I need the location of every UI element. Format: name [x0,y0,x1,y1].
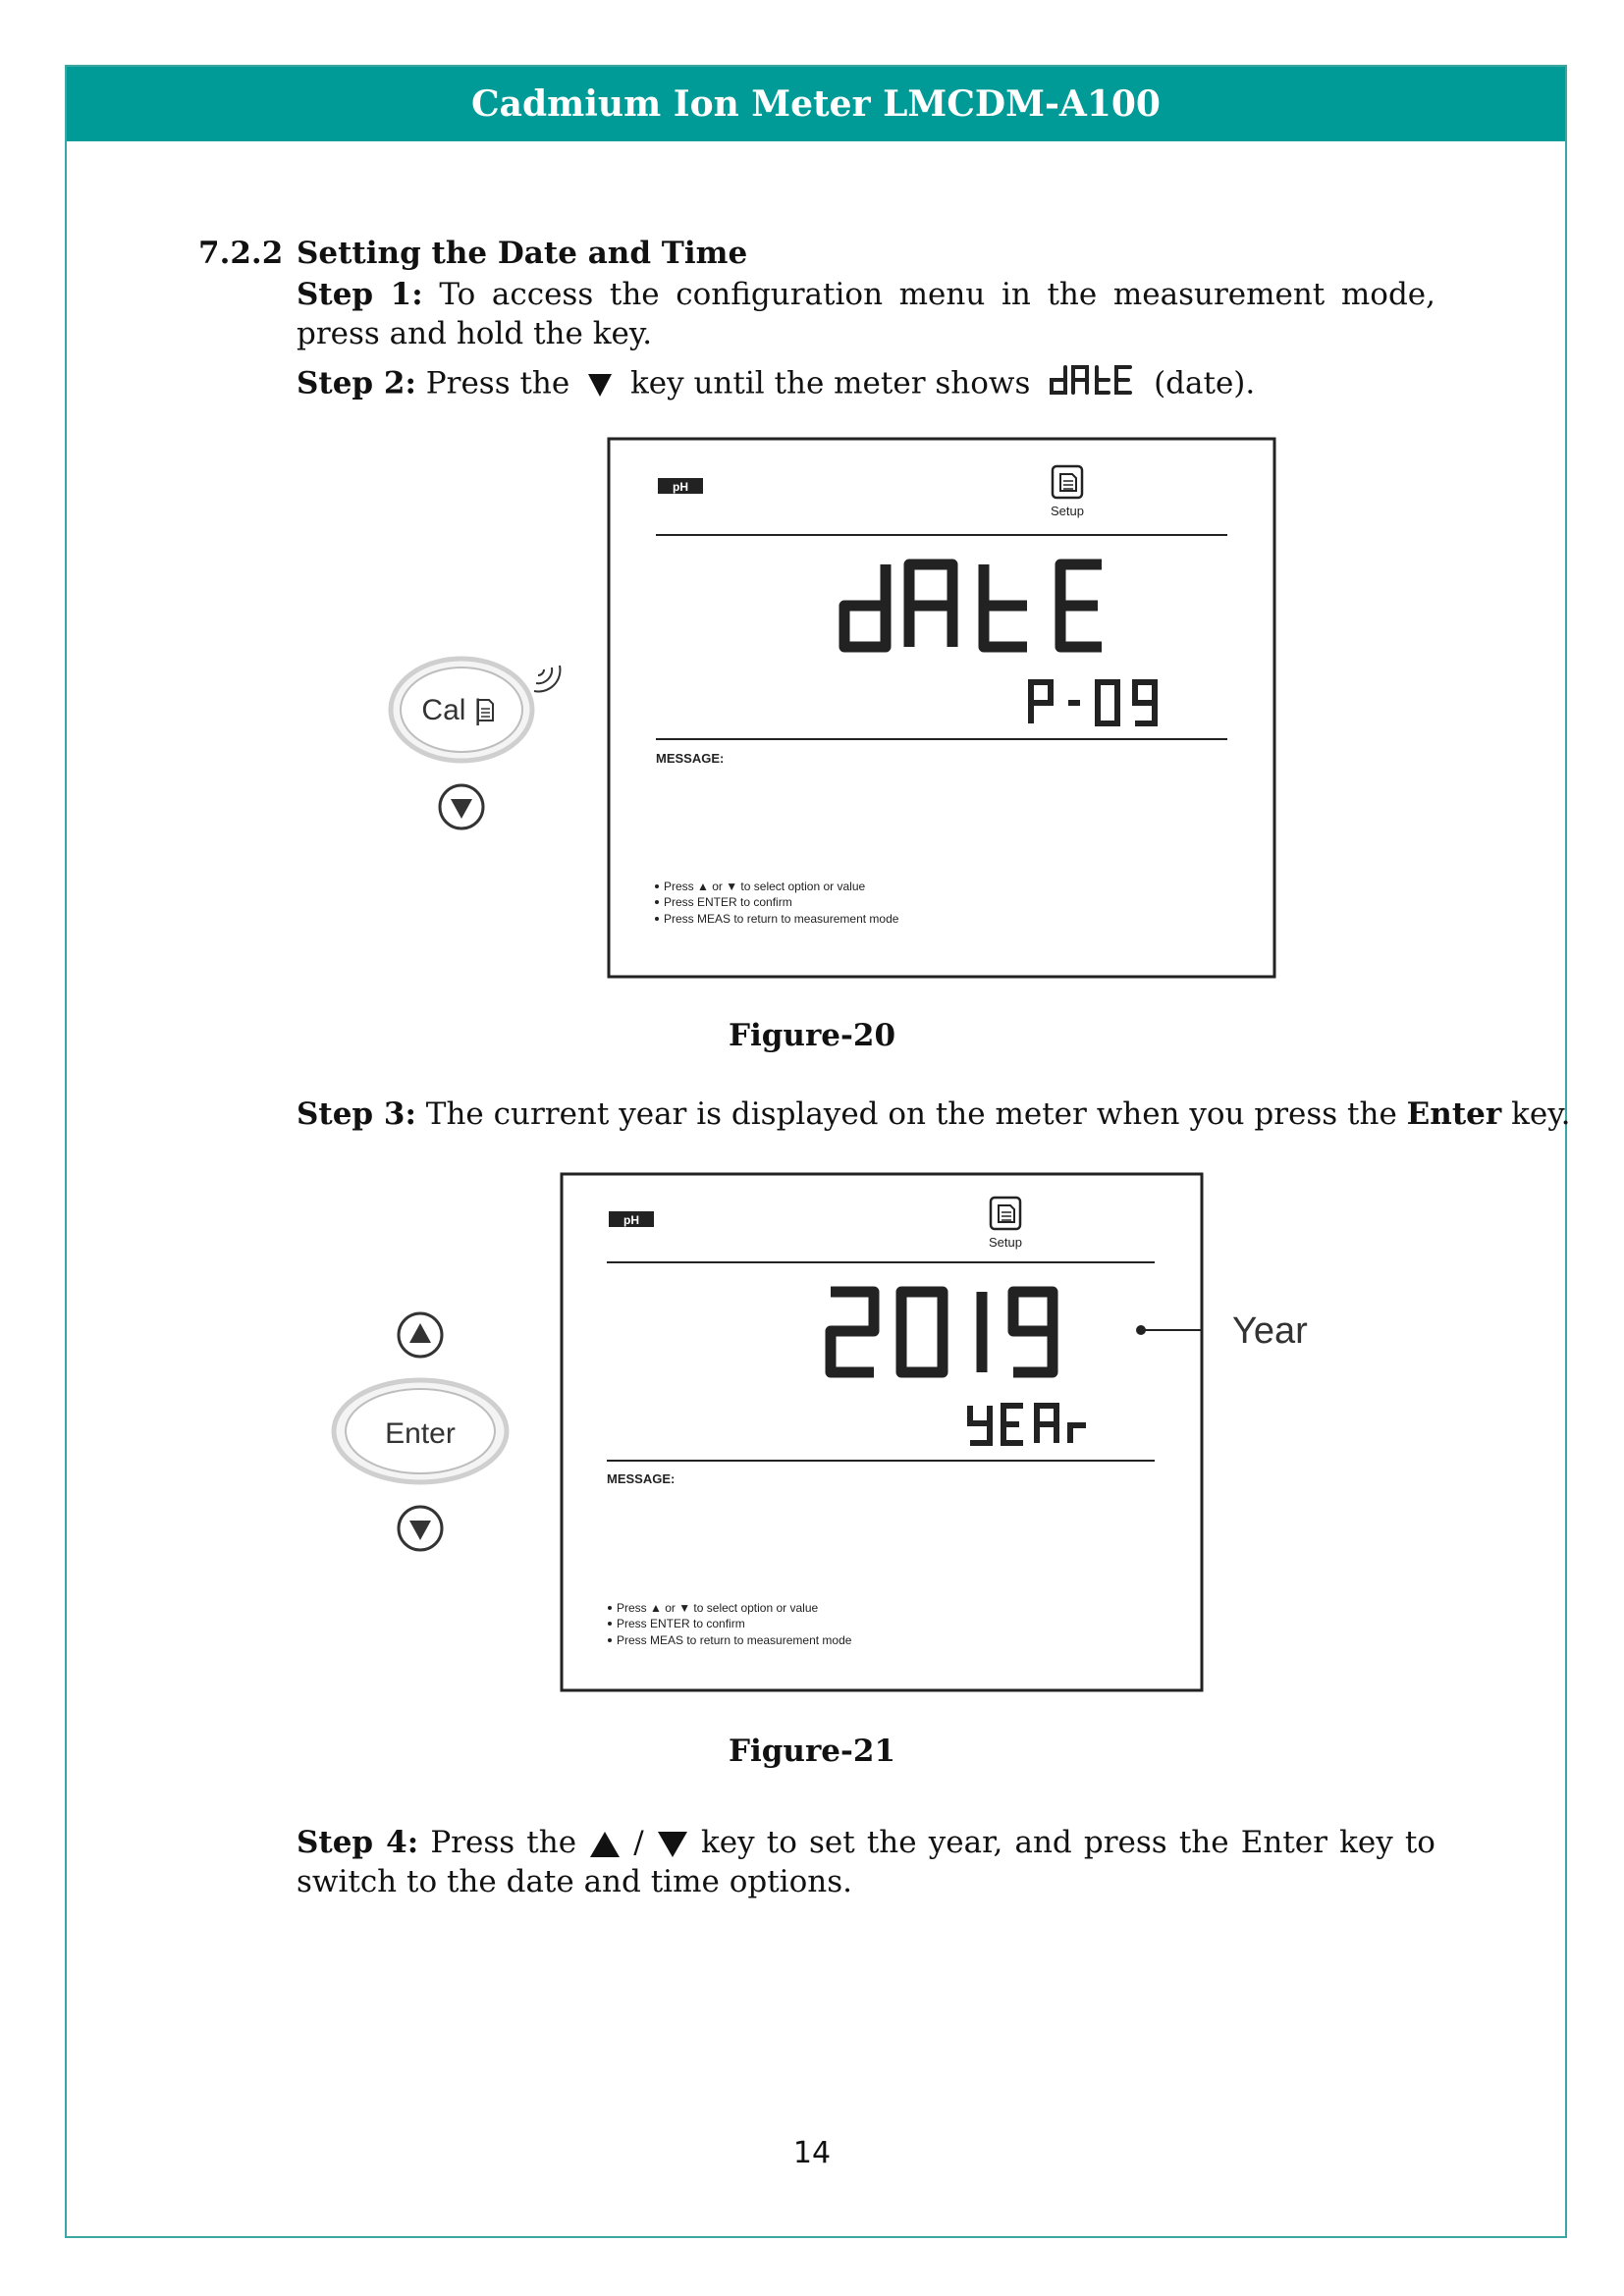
step-1-text: To access the configuration menu in the measurement mode, press and hold the key. [297,277,1435,351]
step-1-label: Step 1: [297,277,423,312]
setup-label: Setup [989,1235,1022,1250]
figure-21-graphic [314,1170,1335,1700]
down-arrow-button [440,785,483,828]
message-label: MESSAGE: [607,1471,676,1486]
down-arrow-icon [585,370,615,400]
figure-21-caption: Figure-21 [728,1734,896,1769]
up-arrow-button [399,1313,442,1357]
step-2-pre: Press the [425,365,570,401]
enter-button-label: Enter [385,1417,456,1450]
instruction-3: Press MEAS to return to measurement mode [664,912,899,926]
step-3-key: Enter [1406,1096,1502,1132]
figure-20-caption: Figure-20 [728,1018,896,1053]
section-number: 7.2.2 [198,236,284,271]
step-4 [297,1823,1435,1901]
figure-21 [314,1170,1335,1700]
step-3 [297,1095,1571,1134]
step-2 [297,363,1455,406]
page-header-title: Cadmium Ion Meter LMCDM-A100 [67,67,1565,141]
enter-button [334,1380,507,1482]
instruction-2: Press ENTER to confirm [617,1617,745,1630]
instruction-1: Press ▲ or ▼ to select option or value [664,880,866,893]
step-4-pre: Press the [430,1825,577,1860]
step-4-label: Step 4: [297,1825,419,1860]
instruction-3: Press MEAS to return to measurement mode [617,1633,852,1647]
year-callout-label: Year [1232,1310,1308,1352]
up-arrow-icon [588,1829,622,1860]
seven-segment-date-icon [1048,363,1136,397]
down-arrow-icon [656,1829,689,1860]
step-3-post: key. [1511,1096,1571,1132]
instruction-1: Press ▲ or ▼ to select option or value [617,1601,819,1615]
step-2-label: Step 2: [297,365,416,401]
setup-label: Setup [1051,504,1084,518]
inline-date-display [1048,363,1136,406]
figure-20 [363,437,1276,987]
instruction-2: Press ENTER to confirm [664,895,792,909]
down-arrow-button [399,1507,442,1550]
ph-badge: pH [623,1213,639,1227]
step-2-post: (date). [1154,365,1256,401]
cal-button [391,659,560,761]
section-title: Setting the Date and Time [297,236,748,271]
ph-badge: pH [673,480,688,494]
page-number: 14 [792,2136,832,2170]
step-1 [297,275,1435,353]
figure-20-graphic [363,437,1276,987]
step-3-pre: The current year is displayed on the meter when you press the [425,1096,1397,1132]
step-4-post: key to set the year, and press the Enter key to switch to the date and time options. [297,1825,1435,1899]
message-label: MESSAGE: [656,751,725,766]
cal-button-label: Cal | [421,694,482,726]
step-3-label: Step 3: [297,1096,416,1132]
step-2-mid: key until the meter shows [629,365,1031,401]
press-hold-icon [534,666,560,691]
step-4-slash: / [633,1825,644,1860]
